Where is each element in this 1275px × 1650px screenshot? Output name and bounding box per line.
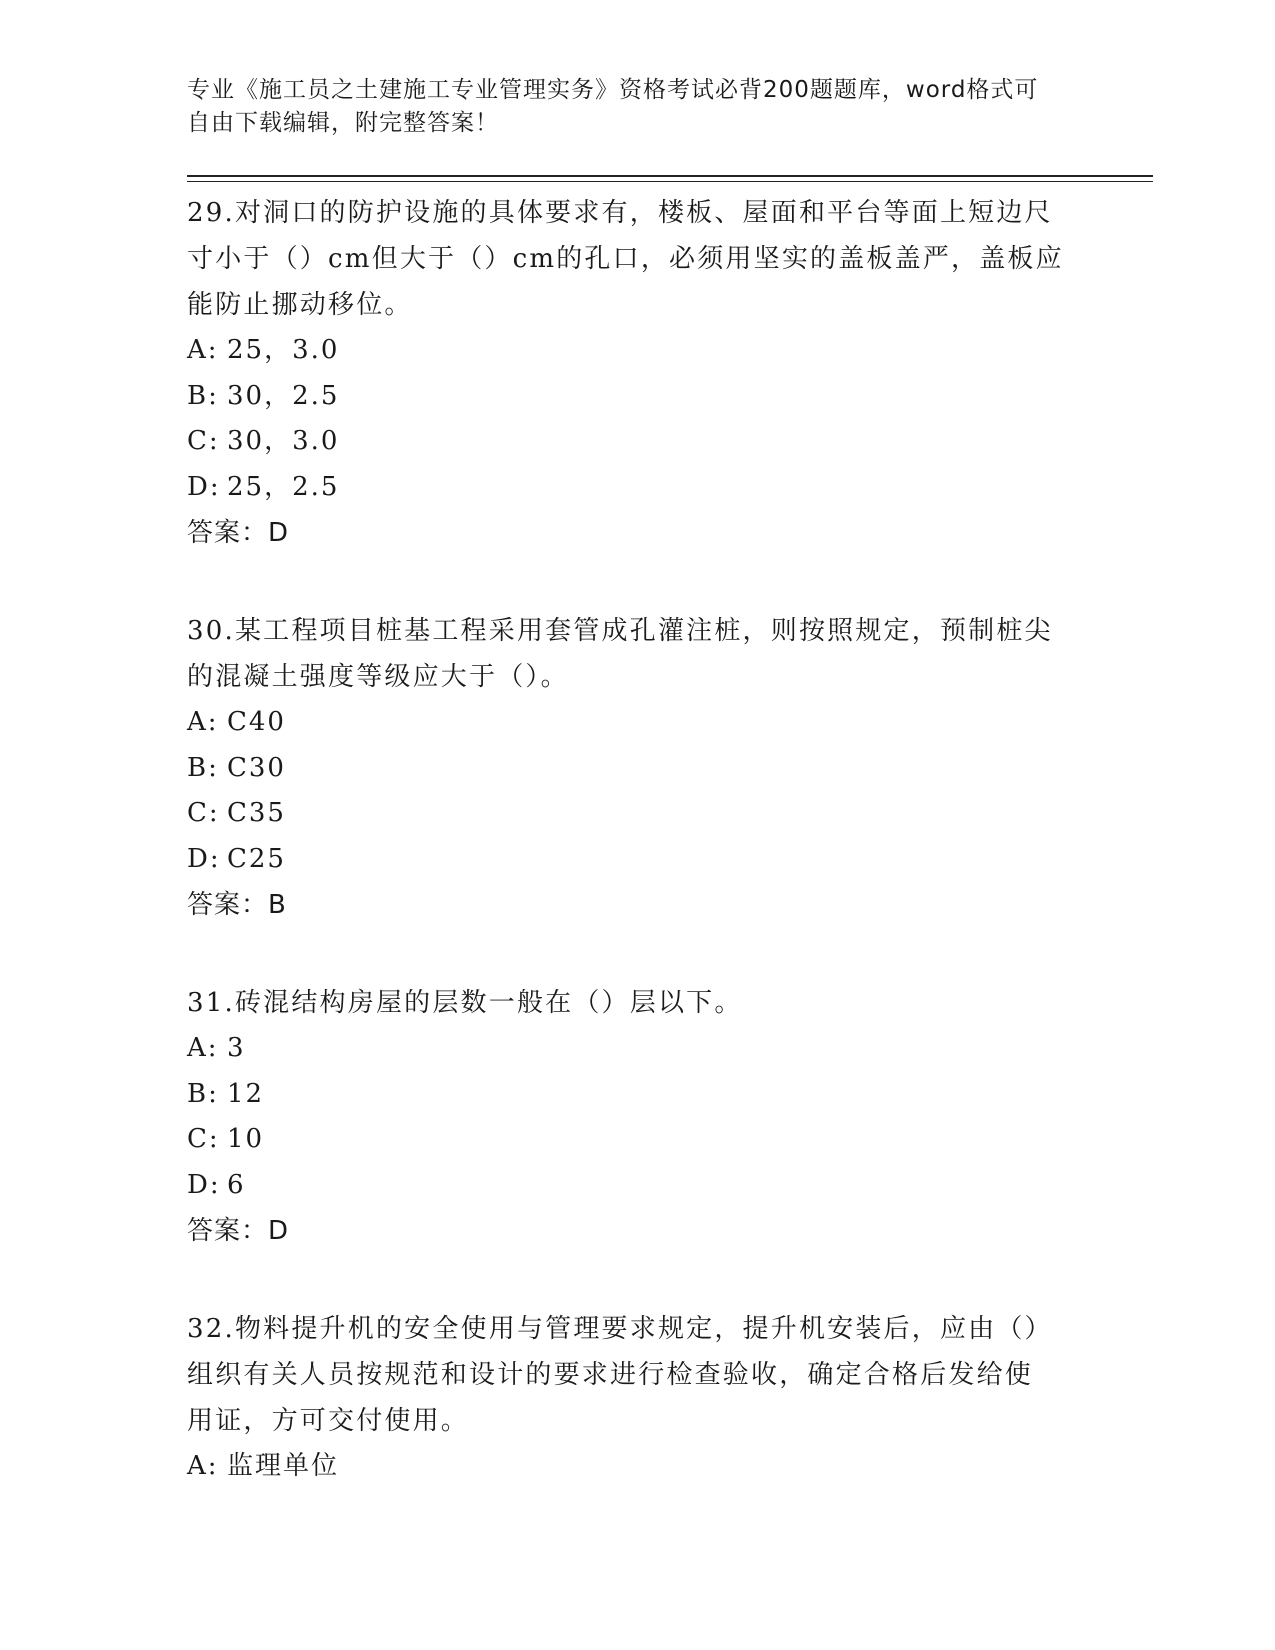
option-a — [187, 1444, 1087, 1490]
option-text: C35 — [227, 798, 286, 828]
option-a — [187, 328, 1087, 374]
option-key: C: — [187, 426, 220, 456]
question-line: 组织有关人员按规范和设计的要求进行检查验收，确定合格后发给使 — [187, 1360, 1034, 1390]
question-text — [187, 1306, 1087, 1444]
header-divider-thin — [187, 181, 1153, 182]
answer-line: 答案：B — [187, 890, 287, 920]
option-text: 25，3.0 — [227, 335, 340, 365]
question-line: 29.对洞口的防护设施的具体要求有，楼板、屋面和平台等面上短边尺 — [187, 198, 1053, 228]
option-c — [187, 419, 1087, 465]
question-text — [187, 608, 1087, 700]
header-divider-thick — [187, 175, 1153, 177]
question-line: 能防止挪动移位。 — [187, 290, 413, 320]
option-key: C: — [187, 798, 220, 828]
option-a — [187, 700, 1087, 746]
option-text: 30，3.0 — [227, 426, 340, 456]
option-b — [187, 374, 1087, 420]
question-30 — [187, 608, 1087, 928]
option-d — [187, 837, 1087, 883]
option-key: A: — [187, 1451, 219, 1481]
option-text: 12 — [227, 1078, 265, 1109]
question-32 — [187, 1306, 1087, 1490]
option-text: 监理单位 — [227, 1451, 340, 1481]
answer-line: 答案：D — [187, 518, 290, 548]
question-text — [187, 980, 1087, 1026]
option-key: A: — [187, 707, 219, 737]
question-line: 的混凝土强度等级应大于（）。 — [187, 662, 569, 692]
option-b — [187, 746, 1087, 792]
option-key: B: — [187, 380, 219, 411]
option-a — [187, 1026, 1087, 1072]
option-text: C25 — [227, 843, 286, 874]
answer-line: 答案：D — [187, 1216, 290, 1246]
option-key: B: — [187, 1078, 219, 1109]
question-line: 寸小于（）cm但大于（）cm的孔口，必须用坚实的盖板盖严，盖板应 — [187, 244, 1064, 274]
question-line: 31.砖混结构房屋的层数一般在（）层以下。 — [187, 988, 743, 1018]
option-text: 25，2.5 — [227, 471, 340, 502]
header-line-1: 专业《施工员之土建施工专业管理实务》资格考试必背200题题库，word格式可 — [187, 77, 1039, 103]
header-line-2: 自由下载编辑，附完整答案！ — [187, 110, 499, 136]
option-key: D: — [187, 843, 221, 874]
question-line: 用证，方可交付使用。 — [187, 1406, 470, 1436]
option-b — [187, 1072, 1087, 1118]
question-text — [187, 190, 1087, 328]
option-text: 10 — [227, 1124, 265, 1154]
option-text: 3 — [227, 1033, 246, 1063]
option-d — [187, 1163, 1087, 1209]
option-text: 6 — [227, 1169, 246, 1200]
document-header — [187, 74, 1067, 140]
option-key: D: — [187, 471, 221, 502]
option-d — [187, 465, 1087, 511]
option-key: A: — [187, 1033, 219, 1063]
option-text: C40 — [227, 707, 286, 737]
option-c — [187, 791, 1087, 837]
option-key: C: — [187, 1124, 220, 1154]
option-key: B: — [187, 752, 219, 783]
option-key: A: — [187, 335, 219, 365]
question-29 — [187, 190, 1087, 556]
option-key: D: — [187, 1169, 221, 1200]
question-line: 32.物料提升机的安全使用与管理要求规定，提升机安装后，应由（） — [187, 1314, 1053, 1344]
option-text: 30，2.5 — [227, 380, 340, 411]
option-text: C30 — [227, 752, 286, 783]
question-31 — [187, 980, 1087, 1254]
option-c — [187, 1117, 1087, 1163]
question-list — [187, 190, 1087, 1542]
question-line: 30.某工程项目桩基工程采用套管成孔灌注桩，则按照规定，预制桩尖 — [187, 616, 1053, 646]
